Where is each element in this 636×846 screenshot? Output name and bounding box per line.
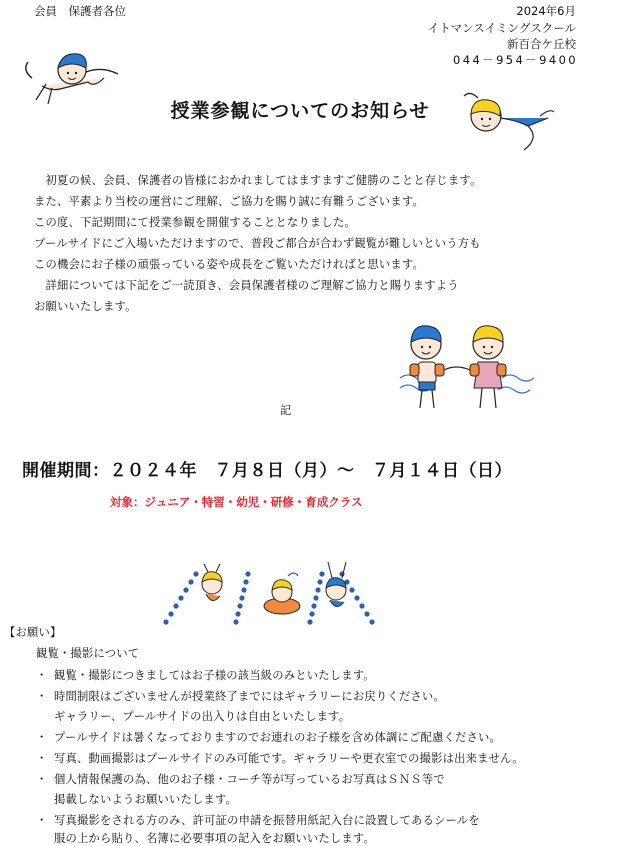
request-line: 個人情報保護の為、他のお子様・コーチ等が写っているお写真はＳＮＳ等で [54,773,445,786]
bullet-icon: ・ [36,773,48,786]
request-line: 掲載しないようお願いいたします。 [54,793,238,806]
request-line: 観覧・撮影につきましてはお子様の該当級のみといたします。 [54,669,375,682]
bullet-icon: ・ [36,814,48,827]
viewing-heading: 観覧・撮影について [36,647,140,660]
branch-name: 新百合ケ丘校 [507,37,576,51]
request-line: 写真、動画撮影はプールサイドのみ可能です。ギャラリーや更衣室での撮影は出来ません。 [54,752,524,765]
phone-number: 044－954－9400 [453,53,578,67]
request-line: 写真撮影をされる方のみ、許可証の申請を振替用紙記入台に設置してあるシールを [54,814,480,827]
swimmer-yellow-cap-icon [456,88,556,158]
request-line: プールサイドは暑くなっておりますのでお連れのお子様を含め体調にご配慮ください。 [54,731,502,744]
target-classes: 対象：ジュニア・特習・幼児・研修・育成クラス [110,495,363,509]
intro-line: プールサイドにご入場いただけますので、普段ご都合が合わず観覧が難しいという方も [34,237,481,250]
date: 2024年6月 [516,4,576,18]
intro-line: お願いいたします。 [34,300,137,313]
intro-line: 詳細については下記をご一読頂き、会員保護者様のご理解ご協力と賜りますよう [34,279,459,292]
intro-line: この機会にお子様の頑張っている姿や成長をご覧いただければと思います。 [34,258,424,271]
bullet-icon: ・ [36,690,48,703]
intro-line: この度、下記期間にて授業参観を開催することとなりました。 [34,216,356,229]
page-title: 授業参観についてのお知らせ [170,100,430,122]
request-line: ギャラリー、プールサイドの出入りは自由といたします。 [54,710,351,723]
requests-heading: 【お願い】 [4,626,62,639]
lane-swimmers-icon [160,556,400,626]
bullet-icon: ・ [36,752,48,765]
bullet-icon: ・ [36,731,48,744]
request-line: 服の上から貼り、名簿に必要事項の記入をお願いいたします。 [54,832,376,845]
bullet-icon: ・ [36,669,48,682]
intro-line: 初夏の候、会員、保護者の皆様におかれましてはますますご健勝のことと存じます。 [34,174,482,187]
children-with-floats-icon [398,318,534,418]
intro-line: また、平素より当校の運営にご理解、ご協力を賜り誠に有難うございます。 [34,195,424,208]
request-line: 時間制限はございませんが授業終了までにはギャラリーにお戻りください。 [54,690,445,703]
school-name: イトマンスイミングスクール [427,21,576,35]
event-period: 開催期間：２０２４年 ７月８日（月）～ ７月１４日（日） [22,461,512,481]
ki-heading: 記 [280,404,292,417]
recipient: 会員 保護者各位 [34,4,126,18]
